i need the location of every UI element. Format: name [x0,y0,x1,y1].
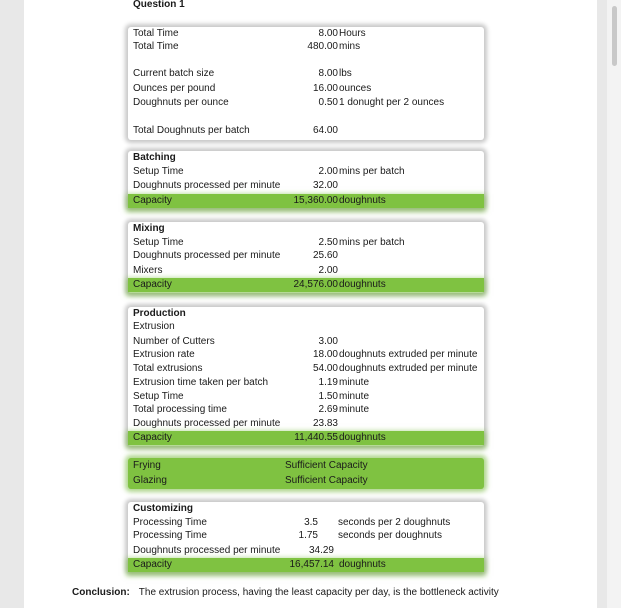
row-value: 2.00 [318,265,338,276]
table-row [128,335,484,349]
row-value: 18.00 [312,349,338,360]
table-row [128,27,484,41]
row-value: 23.83 [312,418,338,429]
table-row [128,376,484,390]
row-value: 2.00 [318,166,338,177]
row-unit: doughnuts [339,559,386,570]
row-value: 15,360.00 [293,195,338,206]
capacity-status: Sufficient Capacity [285,475,368,486]
row-unit: doughnuts [339,279,386,290]
row-label: Mixers [133,265,163,276]
general-block [128,27,484,140]
table-row [128,179,484,193]
capacity-row [128,278,484,292]
section-title [128,307,484,321]
table-row [128,67,484,81]
row-label: Total Time [133,28,179,39]
row-value: 34.29 [308,545,334,556]
row-label: Capacity [133,279,172,290]
mixing-title: Mixing [133,223,165,234]
row-value: 0.50 [318,97,338,108]
row-label: Processing Time [133,517,207,528]
row-label: Extrusion rate [133,349,195,360]
row-value: 3.5 [304,517,318,528]
row-unit: doughnuts extruded per minute [339,363,478,374]
row-unit: seconds per doughnuts [338,530,442,541]
row-label: Number of Cutters [133,336,215,347]
row-unit: minute [339,377,370,388]
frying-glazing-block [128,458,484,489]
capacity-row [128,431,484,445]
row-label: Current batch size [133,68,215,79]
production-title: Production [133,308,186,319]
row-unit: mins per batch [339,166,405,177]
production-block [128,307,484,446]
conclusion-label: Conclusion: [72,587,130,598]
table-row [128,124,484,138]
row-value: 8.00 [318,68,338,79]
row-unit: mins [339,41,361,52]
table-row [128,529,484,543]
row-value: 2.69 [318,404,338,415]
vertical-scrollbar[interactable] [607,0,621,608]
row-label: Doughnuts processed per minute [133,180,281,191]
row-unit: ounces [339,83,372,94]
extrusion-subtitle: Extrusion [133,321,175,332]
row-value: 25.60 [312,250,338,261]
table-row [128,390,484,404]
row-value: 3.00 [318,336,338,347]
row-unit: mins per batch [339,237,405,248]
capacity-row [128,194,484,208]
row-value: 480.00 [307,41,338,52]
table-row [128,264,484,278]
row-value: 32.00 [312,180,338,191]
table-row [128,417,484,431]
row-unit: 1 donught per 2 ounces [339,97,445,108]
row-label: Ounces per pound [133,83,216,94]
row-unit: lbs [339,68,352,79]
row-label: Frying [133,460,161,471]
row-unit: doughnuts extruded per minute [339,349,478,360]
row-label: Processing Time [133,530,207,541]
table-row [128,96,484,110]
row-label: Total extrusions [133,363,203,374]
section-title [128,502,484,516]
conclusion-text: The extrusion process, having the least capacity per day, is the bottleneck activity [138,587,499,598]
row-label: Glazing [133,475,167,486]
row-unit: Hours [339,28,366,39]
mixing-block [128,222,484,293]
row-value: 1.50 [318,391,338,402]
table-row [128,362,484,376]
row-value: 16.00 [312,83,338,94]
frying-row [128,459,484,473]
row-unit: seconds per 2 doughnuts [338,517,451,528]
row-label: Doughnuts processed per minute [133,545,281,556]
table-row [128,236,484,250]
row-value: 24,576.00 [293,279,338,290]
conclusion [72,587,499,598]
table-row [128,348,484,362]
capacity-status: Sufficient Capacity [285,460,368,471]
capacity-row [128,558,484,572]
row-unit: minute [339,404,370,415]
row-value: 64.00 [312,125,338,136]
table-row [128,40,484,54]
customizing-title: Customizing [133,503,193,514]
row-value: 54.00 [312,363,338,374]
section-subtitle [128,320,484,334]
row-label: Doughnuts processed per minute [133,418,281,429]
row-value: 1.75 [298,530,318,541]
table-row [128,544,484,558]
row-label: Extrusion time taken per batch [133,377,269,388]
glazing-row [128,474,484,488]
row-label: Capacity [133,559,172,570]
row-label: Total Doughnuts per batch [133,125,250,136]
row-value: 2.50 [318,237,338,248]
section-title [128,151,484,165]
row-unit: doughnuts [339,195,386,206]
customizing-block [128,502,484,572]
row-label: Total processing time [133,404,227,415]
scrollbar-thumb[interactable] [612,6,617,66]
row-value: 11,440.55 [294,432,338,443]
section-title [128,222,484,236]
row-label: Doughnuts per ounce [133,97,229,108]
row-unit: doughnuts [339,432,386,443]
table-row [128,403,484,417]
row-label: Setup Time [133,166,184,177]
row-value: 8.00 [318,28,338,39]
row-value: 16,457.14 [289,559,334,570]
row-unit: minute [339,391,370,402]
table-row [128,165,484,179]
question-heading: Question 1 [133,0,185,10]
row-label: Total Time [133,41,179,52]
table-row [128,249,484,263]
batching-title: Batching [133,152,176,163]
row-label: Setup Time [133,237,184,248]
batching-block [128,151,484,208]
row-label: Capacity [133,432,172,443]
table-row [128,516,484,530]
row-label: Doughnuts processed per minute [133,250,281,261]
row-label: Capacity [133,195,172,206]
table-row [128,82,484,96]
row-label: Setup Time [133,391,184,402]
row-value: 1.19 [318,377,338,388]
